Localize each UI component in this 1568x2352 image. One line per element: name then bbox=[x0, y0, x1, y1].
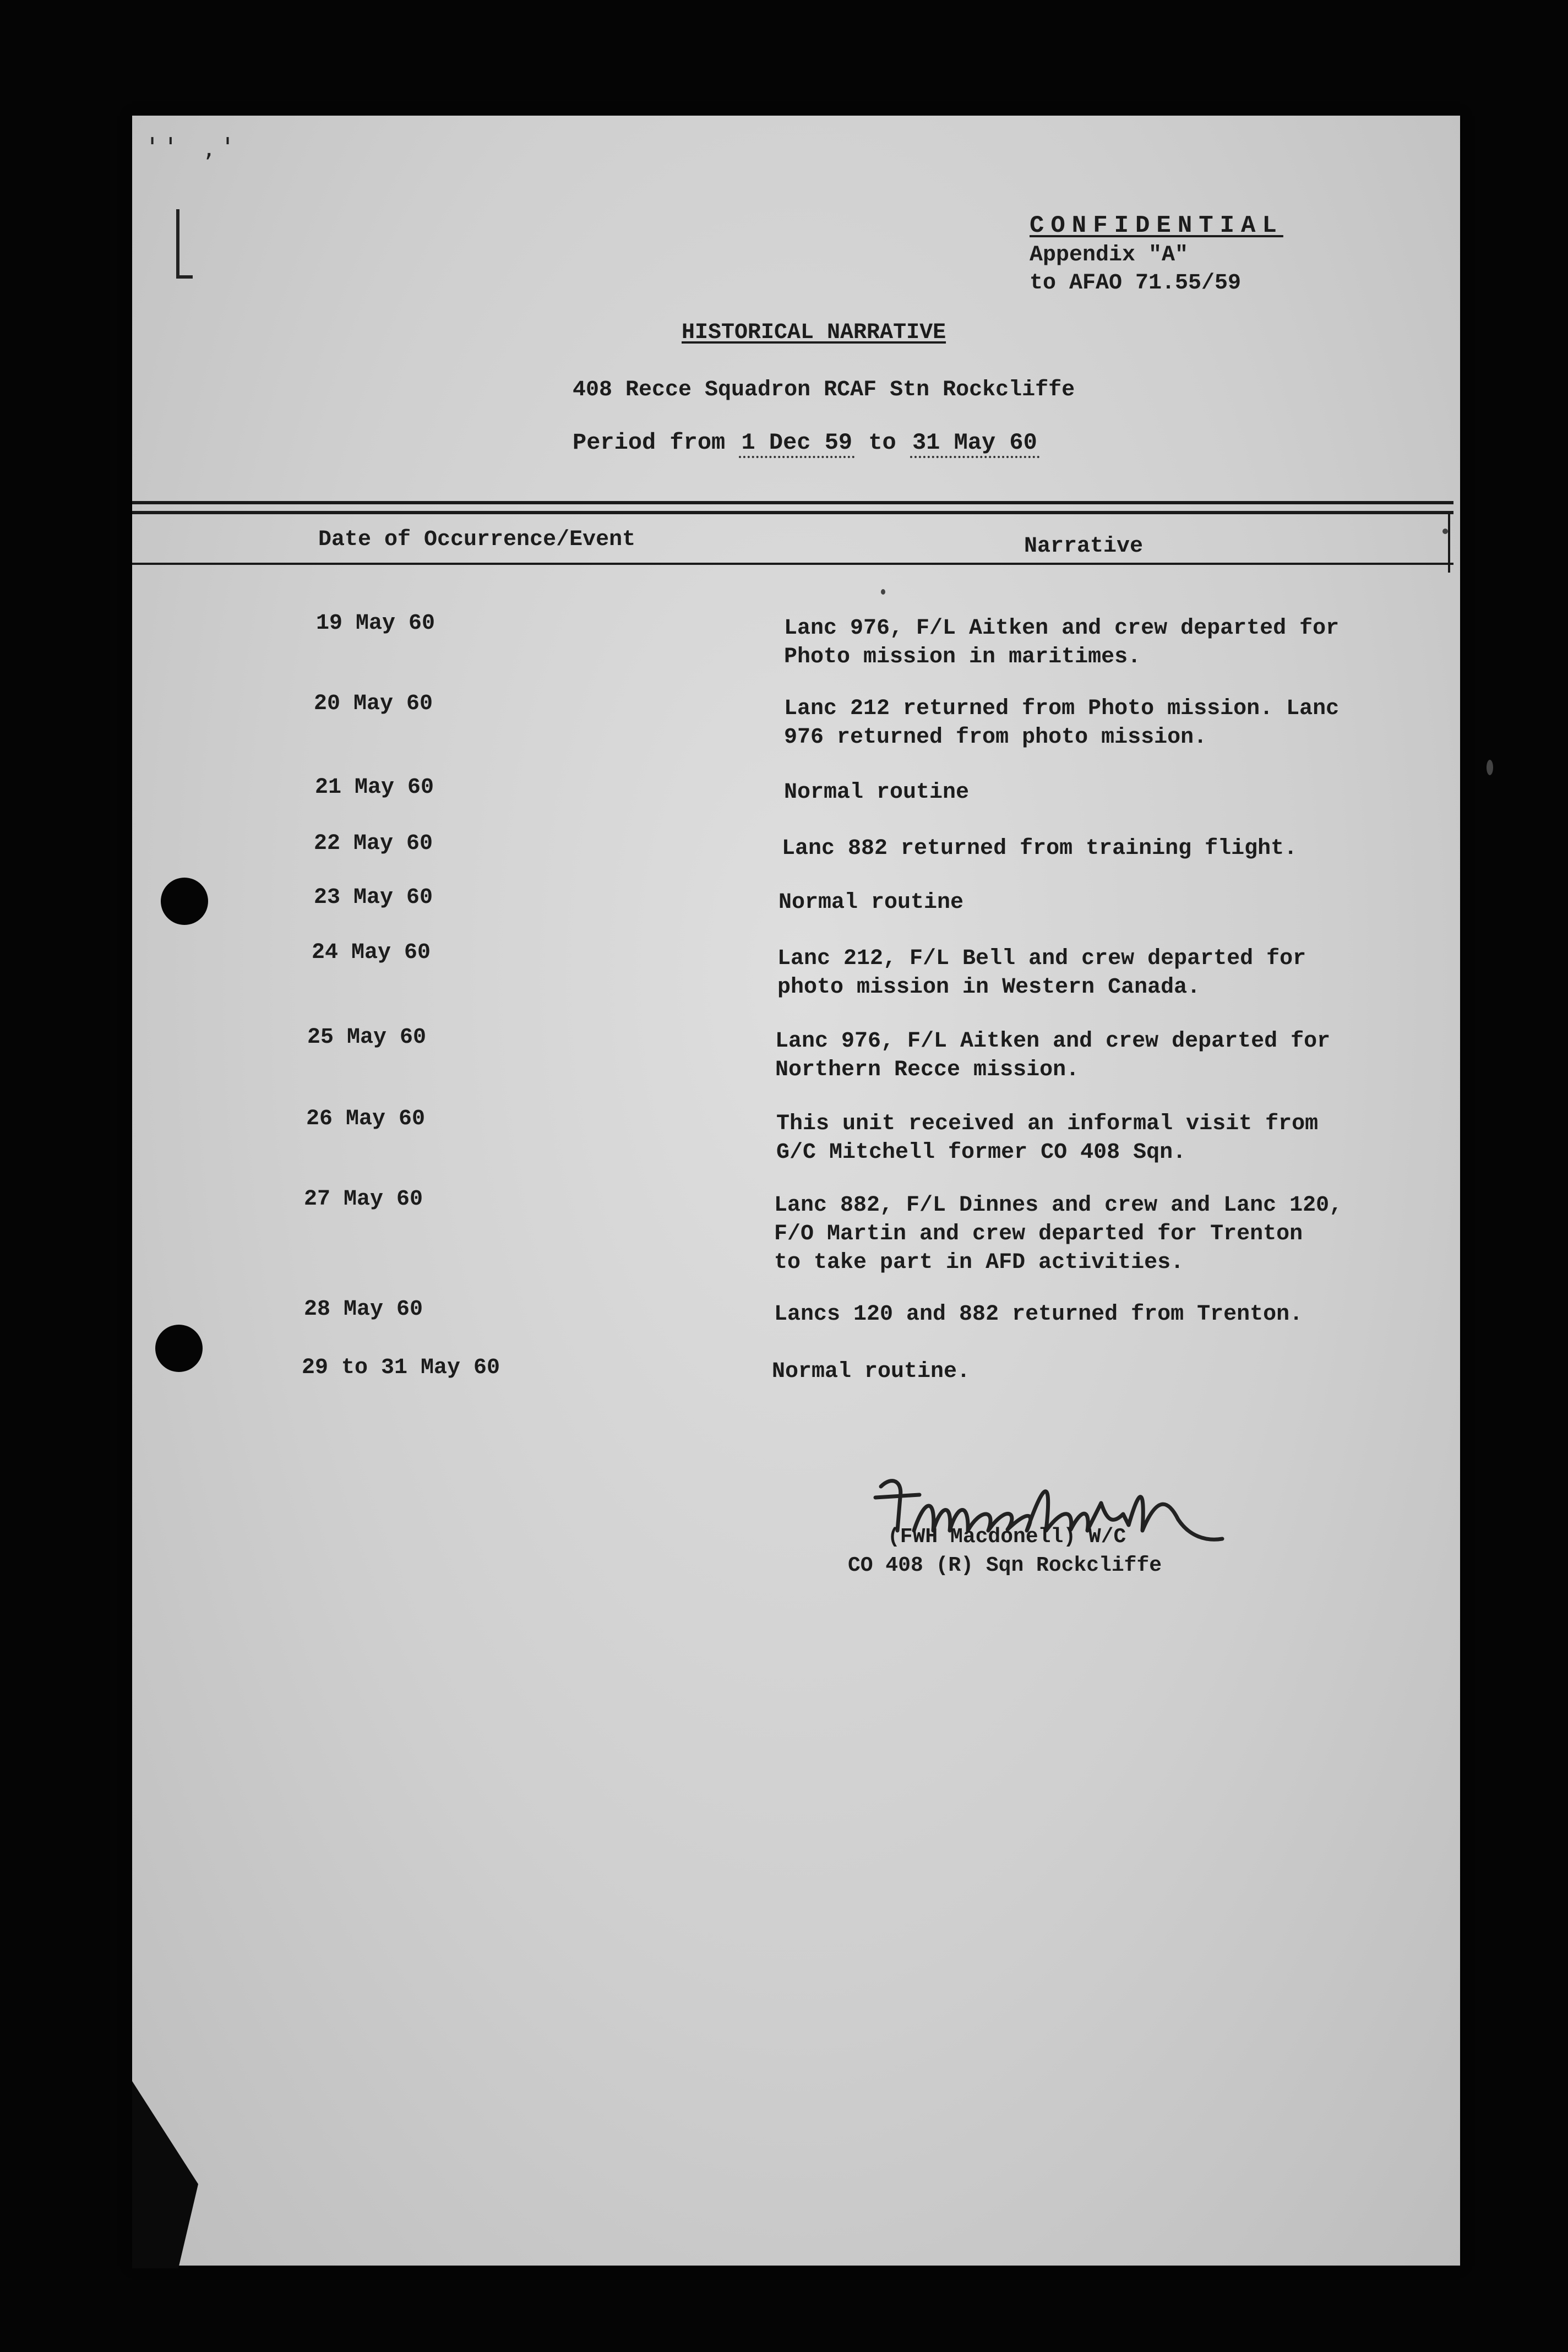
entry-narrative: This unit received an informal visit from G/C Mitchell former CO 408 Sqn. bbox=[776, 1112, 1319, 1165]
period-from: 1 Dec 59 bbox=[739, 429, 854, 458]
paper-speck bbox=[1442, 529, 1448, 534]
period-label: Period from bbox=[573, 429, 726, 456]
paper-speck bbox=[1487, 760, 1493, 775]
entry-narrative: Lanc 976, F/L Aitken and crew departed for Photo mission in maritimes. bbox=[784, 616, 1340, 669]
entry-date: 27 May 60 bbox=[304, 1187, 423, 1212]
period-to-label: to bbox=[868, 429, 896, 456]
punch-hole-upper bbox=[161, 878, 208, 925]
entry-date: 21 May 60 bbox=[315, 775, 434, 800]
entry-date: 19 May 60 bbox=[316, 611, 435, 636]
entry-narrative: Lanc 882 returned from training flight. bbox=[782, 836, 1298, 861]
punch-hole-lower bbox=[155, 1325, 203, 1372]
classification-label: CONFIDENTIAL bbox=[1030, 212, 1283, 239]
entry-narrative: Lanc 212 returned from Photo mission. Lanc 976 returned from photo mission. bbox=[784, 696, 1340, 750]
entry-date: 20 May 60 bbox=[314, 692, 433, 716]
entry-narrative: Normal routine. bbox=[772, 1359, 971, 1384]
column-header-narrative: Narrative bbox=[1024, 534, 1144, 559]
entry-narrative: Lanc 976, F/L Aitken and crew departed for Northern Recce mission. bbox=[775, 1029, 1331, 1082]
entry-narrative: Lanc 882, F/L Dinnes and crew and Lanc 120, F/O Martin and crew departed for Trenton to take part in AFD activities. bbox=[774, 1193, 1343, 1275]
entry-narrative: Normal routine bbox=[784, 780, 970, 805]
unit-name: 408 Recce Squadron RCAF Stn Rockcliffe bbox=[573, 378, 1075, 402]
entry-narrative: Lanc 212, F/L Bell and crew departed for photo mission in Western Canada. bbox=[777, 946, 1306, 1000]
entry-date: 23 May 60 bbox=[314, 885, 433, 910]
signatory-title: CO 408 (R) Sqn Rockcliffe bbox=[848, 1554, 1162, 1577]
entry-date: 24 May 60 bbox=[312, 940, 431, 965]
entry-date: 26 May 60 bbox=[306, 1107, 426, 1131]
document-title: HISTORICAL NARRATIVE bbox=[682, 320, 946, 345]
appendix-label: Appendix "A" bbox=[1030, 243, 1189, 268]
entry-narrative: Lancs 120 and 882 returned from Trenton. bbox=[774, 1302, 1303, 1327]
entry-date: 22 May 60 bbox=[314, 831, 433, 856]
signatory-name: (FWH Macdonell) W/C bbox=[888, 1525, 1126, 1549]
period-to: 31 May 60 bbox=[910, 429, 1039, 458]
entry-date: 28 May 60 bbox=[304, 1297, 423, 1322]
paper-speck bbox=[881, 589, 885, 595]
entry-narrative: Normal routine bbox=[778, 890, 964, 915]
entry-date: 25 May 60 bbox=[307, 1025, 427, 1050]
margin-marks: '' ,' bbox=[149, 132, 243, 163]
entry-date: 29 to 31 May 60 bbox=[302, 1355, 500, 1380]
reference-label: to AFAO 71.55/59 bbox=[1030, 271, 1242, 296]
column-header-date: Date of Occurrence/Event bbox=[318, 527, 636, 552]
